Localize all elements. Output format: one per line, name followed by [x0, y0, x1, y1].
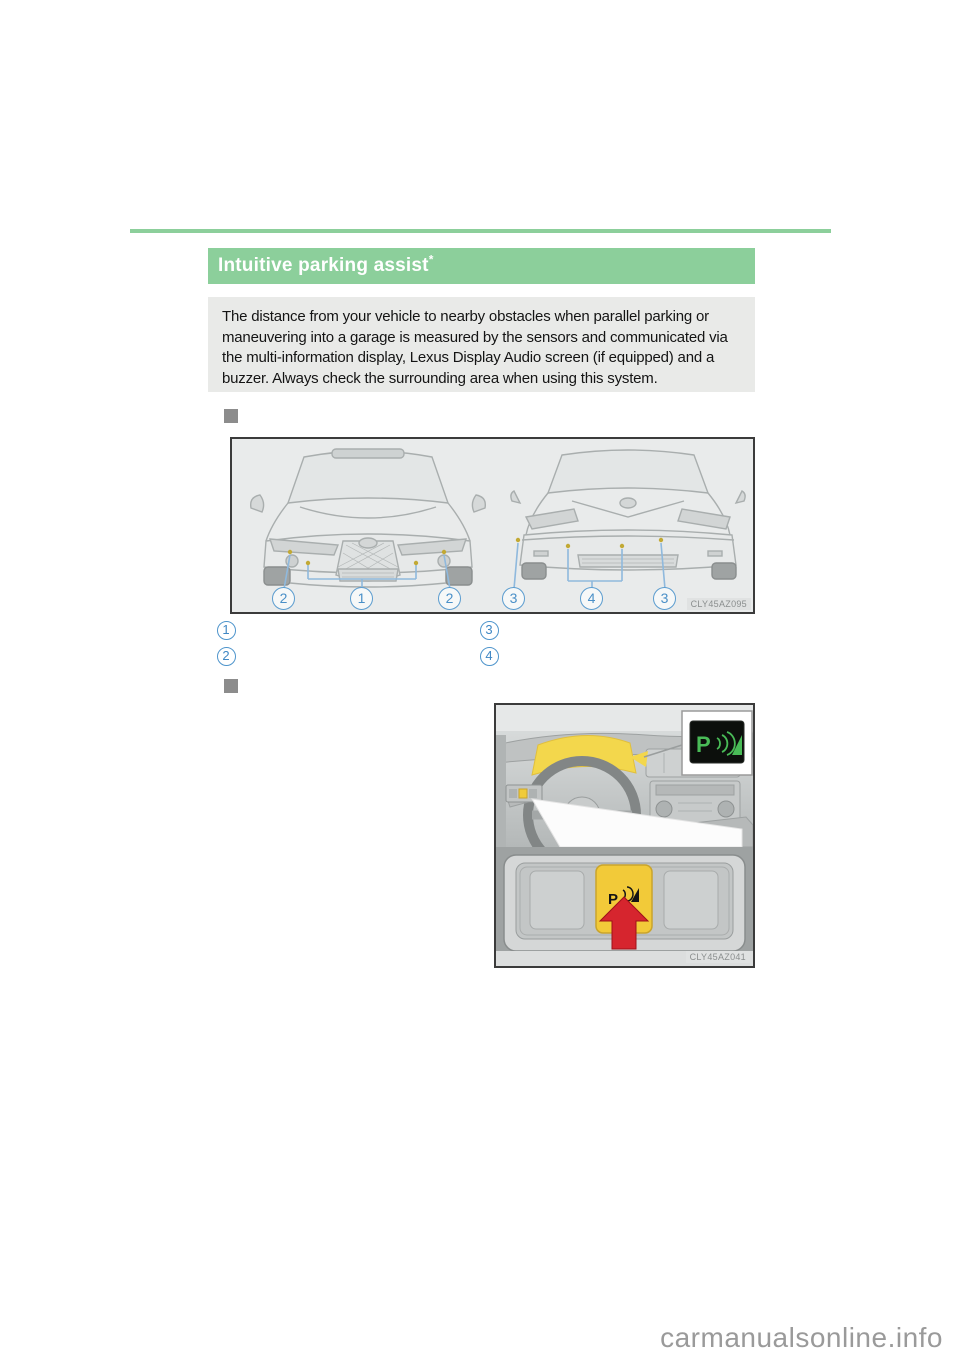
parking-display-callout	[682, 711, 752, 775]
parking-switch-highlight-small	[519, 789, 527, 798]
legend-number-chip	[215, 619, 237, 641]
svg-text:P: P	[608, 891, 619, 908]
legend-number: 3	[480, 621, 499, 640]
figure-code-label: CLY45AZ095	[687, 598, 751, 610]
legend-number: 1	[217, 621, 236, 640]
figure-callout-chip: 1	[350, 587, 373, 610]
intro-line: maneuvering into a garage is measured by the sensors and communicated via	[222, 328, 728, 346]
legend-number: 2	[217, 647, 236, 666]
intro-line: the multi-information display, Lexus Display Audio screen (if equipped) and a	[222, 349, 715, 366]
footnote-asterisk: *	[428, 252, 434, 267]
rear-car-illustration	[511, 450, 745, 579]
section-title-bar	[208, 248, 755, 284]
sensors-figure	[230, 437, 755, 614]
legend-number-chip	[478, 619, 500, 641]
intro-line: The distance from your vehicle to nearby obstacles when parallel parking or	[222, 308, 709, 325]
intro-line: buzzer. Always check the surrounding area when using this system.	[222, 369, 658, 387]
figure-callout-chip: 3	[653, 587, 676, 610]
figure-callout-chip: 2	[438, 587, 461, 610]
figure-callout-chip: 4	[580, 587, 603, 610]
section-marker-square	[224, 679, 238, 693]
figure-callout-chip: 2	[272, 587, 295, 610]
figure-code-label: CLY45AZ041	[686, 951, 750, 963]
page-title: Intuitive parking assist	[218, 255, 429, 276]
dashboard-illustration	[496, 705, 753, 966]
figure-callout-chip: 3	[502, 587, 525, 610]
enlarged-switch-panel	[496, 847, 753, 966]
switch-figure	[494, 703, 755, 968]
legend-number-chip	[215, 645, 237, 667]
legend-number: 4	[480, 647, 499, 666]
front-car-illustration	[251, 449, 486, 587]
top-divider-rule	[130, 229, 831, 233]
svg-text:P: P	[696, 732, 711, 757]
legend-number-chip	[478, 645, 500, 667]
section-marker-square	[224, 409, 238, 423]
intro-box	[208, 297, 755, 392]
sensors-figure-svg	[232, 439, 753, 612]
site-watermark: carmanualsonline.info	[660, 1322, 943, 1353]
